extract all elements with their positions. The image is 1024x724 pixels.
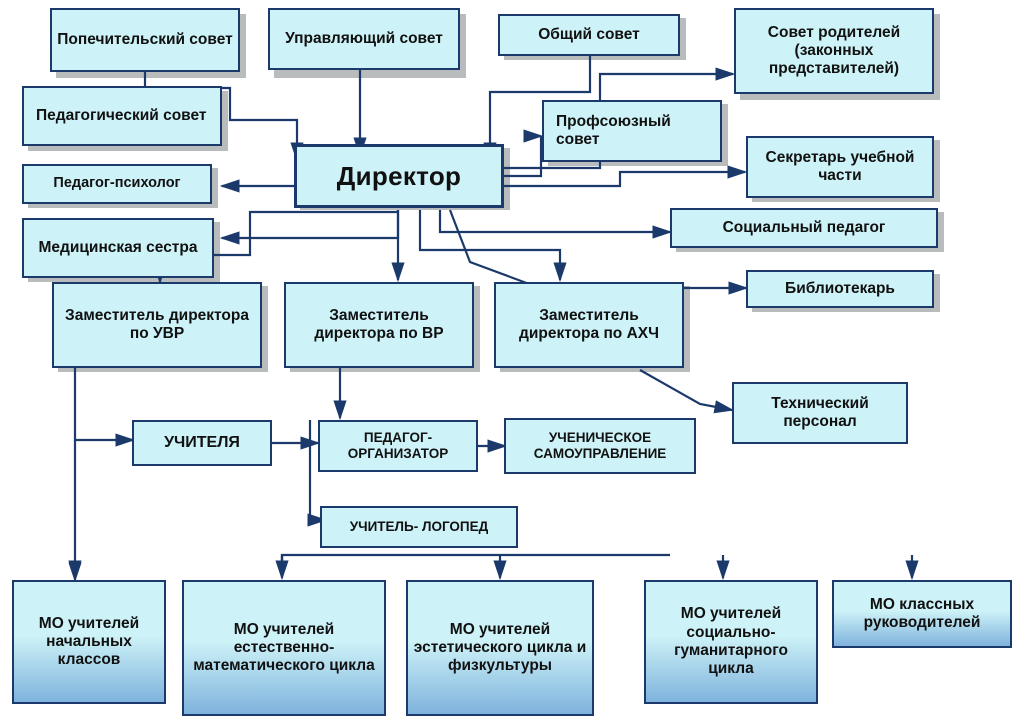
node-uchitel-logoped[interactable]: УЧИТЕЛЬ- ЛОГОПЕД: [320, 506, 518, 548]
node-profsoyuznyy-sovet[interactable]: Профсоюзный совет: [542, 100, 722, 162]
node-mo-uchiteley-estestvenno-matematicheskogo-cikla[interactable]: МО учителей естественно-математического цикла: [182, 580, 386, 716]
node-uchitelya[interactable]: УЧИТЕЛЯ: [132, 420, 272, 466]
node-socialnyy-pedagog[interactable]: Социальный педагог: [670, 208, 938, 248]
node-director[interactable]: Директор: [294, 144, 504, 208]
node-zamestitel-direktora-po-vr[interactable]: Заместитель директора по ВР: [284, 282, 474, 368]
node-mo-uchiteley-socialno-gumanitarnogo-cikla[interactable]: МО учителей социально-гуманитарного цикла: [644, 580, 818, 704]
node-medicinskaya-sestra[interactable]: Медицинская сестра: [22, 218, 214, 278]
node-sovet-roditeley[interactable]: Совет родителей (законных представителей): [734, 8, 934, 94]
node-sekretar-uchebnoy-chasti[interactable]: Секретарь учебной части: [746, 136, 934, 198]
node-obshchiy-sovet[interactable]: Общий совет: [498, 14, 680, 56]
node-mo-uchiteley-nachalnyh-klassov[interactable]: МО учителей начальных классов: [12, 580, 166, 704]
node-pedagog-psiholog[interactable]: Педагог-психолог: [22, 164, 212, 204]
node-zamestitel-direktora-po-uvr[interactable]: Заместитель директора по УВР: [52, 282, 262, 368]
node-bibliotekar[interactable]: Библиотекарь: [746, 270, 934, 308]
node-tehnicheskiy-personal[interactable]: Технический персонал: [732, 382, 908, 444]
node-uchenicheskoe-samoupravlenie[interactable]: УЧЕНИЧЕСКОЕ САМОУПРАВЛЕНИЕ: [504, 418, 696, 474]
node-mo-uchiteley-esteticheskogo-cikla-i-fizkultury[interactable]: МО учителей эстетического цикла и физкультуры: [406, 580, 594, 716]
node-popechitelskiy-sovet[interactable]: Попечительский совет: [50, 8, 240, 72]
node-mo-klassnyh-rukovoditeley[interactable]: МО классных руководителей: [832, 580, 1012, 648]
node-upravlyayushchiy-sovet[interactable]: Управляющий совет: [268, 8, 460, 70]
node-zamestitel-direktora-po-ahch[interactable]: Заместитель директора по АХЧ: [494, 282, 684, 368]
node-pedagog-organizator[interactable]: ПЕДАГОГ-ОРГАНИЗАТОР: [318, 420, 478, 472]
node-pedagogicheskiy-sovet[interactable]: Педагогический совет: [22, 86, 222, 146]
